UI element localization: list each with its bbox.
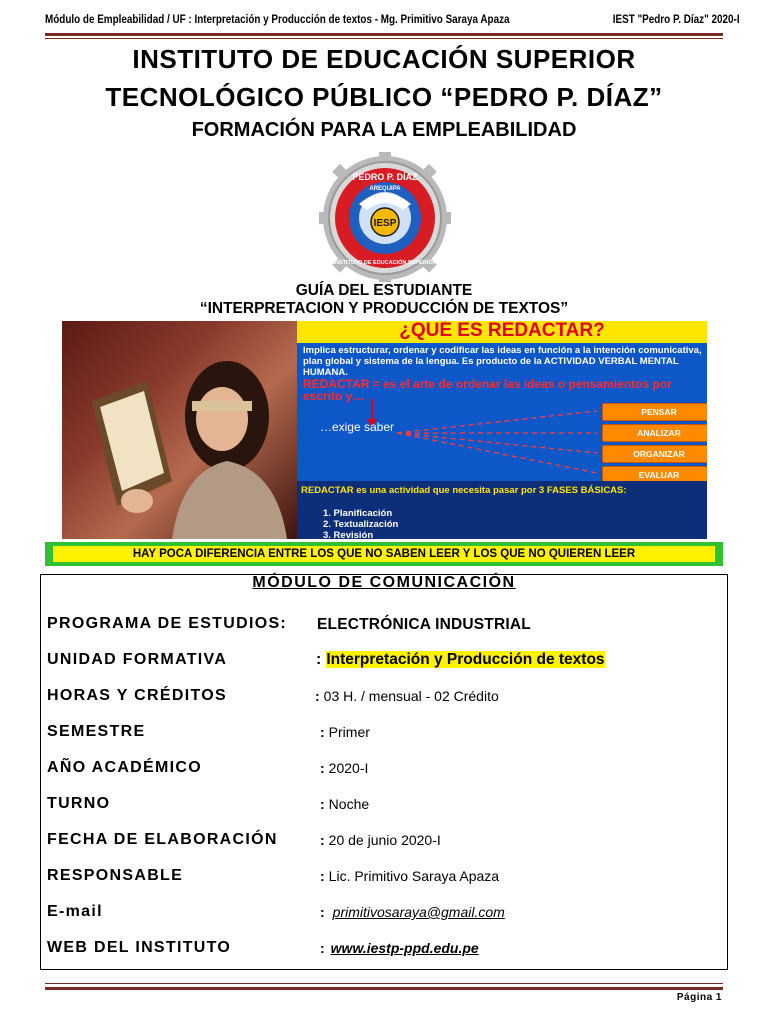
reading-woman-photo — [62, 321, 297, 539]
guide-title-line2: “INTERPRETACION Y PRODUCCIÓN DE TEXTOS” — [199, 300, 569, 317]
value-turno: : Noche — [320, 796, 370, 812]
value-semestre-text: Primer — [328, 724, 370, 740]
label-web: WEB DEL INSTITUTO — [47, 939, 232, 956]
value-anio: : 2020-I — [320, 760, 369, 776]
label-semestre: SEMESTRE — [47, 723, 146, 740]
logo-ring-text: INSTITUTO DE EDUCACIÓN SUPERIOR — [333, 260, 437, 266]
value-email: : primitivosaraya@gmail.com — [320, 904, 505, 920]
label-unidad: UNIDAD FORMATIVA — [47, 651, 228, 668]
page-number: Página 1 — [676, 992, 722, 1003]
running-header — [45, 14, 740, 34]
label-responsable: RESPONSABLE — [47, 867, 184, 884]
phases-intro: REDACTAR es una actividad que necesita pasar por 3 FASES BÁSICAS: — [301, 485, 627, 496]
value-horas-text: 03 H. / mensual - 02 Crédito — [323, 688, 499, 704]
label-horas: HORAS Y CRÉDITOS — [47, 687, 227, 704]
value-semestre: : Primer — [320, 724, 370, 740]
phase-item: 1. Planificación — [323, 508, 393, 519]
institute-title-line1: INSTITUTO DE EDUCACIÓN SUPERIOR — [132, 44, 636, 74]
value-horas: : 03 H. / mensual - 02 Crédito — [315, 688, 499, 704]
phase-item: 3. Revisión — [323, 530, 374, 539]
footer-rule-thick — [45, 987, 723, 990]
phases-box — [297, 481, 707, 539]
slogan-bar — [45, 542, 723, 566]
value-fecha-text: 20 de junio 2020-I — [328, 832, 441, 848]
exige-saber-text: …exige saber — [319, 420, 395, 434]
action-evaluar: EVALUAR — [602, 466, 707, 484]
value-fecha: : 20 de junio 2020-I — [320, 832, 441, 848]
value-unidad: : Interpretación y Producción de textos — [316, 651, 605, 668]
label-programa: PROGRAMA DE ESTUDIOS: — [47, 615, 288, 632]
redactar-panel — [297, 321, 707, 539]
action-analizar: ANALIZAR — [602, 424, 707, 442]
footer-rule-thin — [45, 983, 723, 984]
running-header-right: IEST "Pedro P. Díaz" 2020-I — [612, 14, 740, 26]
logo-center-text: IESP — [373, 218, 397, 229]
slogan-text: HAY POCA DIFERENCIA ENTRE LOS QUE NO SABEN LEER Y LOS QUE NO QUIEREN LEER — [53, 546, 715, 562]
value-turno-text: Noche — [328, 796, 370, 812]
phase-item: 2. Textualización — [323, 519, 399, 530]
logo-city-text: AREQUIPA — [369, 186, 401, 192]
running-header-left: Módulo de Empleabilidad / UF : Interpretación y Producción de textos - Mg. Primitivo Saraya Apaza — [45, 14, 510, 26]
value-web: : www.iestp-ppd.edu.pe — [320, 940, 479, 956]
guide-title-line1: GUÍA DEL ESTUDIANTE — [295, 282, 473, 299]
panel-heading: ¿QUÉ ES REDACTAR? — [399, 321, 605, 341]
value-unidad-text: Interpretación y Producción de textos — [326, 651, 605, 668]
program-title: FORMACIÓN PARA LA EMPLEABILIDAD — [191, 119, 577, 141]
institute-logo — [311, 152, 459, 282]
action-pensar: PENSAR — [602, 403, 707, 421]
email-link[interactable]: primitivosaraya@gmail.com — [332, 904, 505, 920]
label-anio: AÑO ACADÉMICO — [47, 759, 202, 776]
label-email: E-mail — [47, 903, 103, 920]
institute-title-line2: TECNOLÓGICO PÚBLICO “PEDRO P. DÍAZ” — [105, 82, 663, 112]
module-title: MÓDULO DE COMUNICACIÓN — [252, 574, 516, 591]
action-organizar: ORGANIZAR — [602, 445, 707, 463]
value-programa: ELECTRÓNICA INDUSTRIAL — [317, 616, 531, 633]
logo-top-text: PEDRO P. DÍAZ — [352, 172, 418, 182]
photo-illustration — [62, 321, 297, 539]
cover-banner — [62, 321, 707, 539]
label-turno: TURNO — [47, 795, 111, 812]
label-fecha: FECHA DE ELABORACIÓN — [47, 831, 278, 848]
value-responsable: : Lic. Primitivo Saraya Apaza — [320, 868, 500, 884]
implica-text: Implica estructurar, ordenar y codificar las ideas en función a la intención comunicativa, plan global y sistema de la lengua. Es producto de la ACTIVIDAD VERBAL MENTAL HUMANA. — [303, 345, 702, 378]
header-rule-thin — [45, 38, 723, 39]
redactar-definition-text: REDACTAR = es el arte de ordenar las ideas o pensamientos por escrito y… — [303, 377, 672, 403]
value-responsable-text: Lic. Primitivo Saraya Apaza — [328, 868, 500, 884]
website-link[interactable]: www.iestp-ppd.edu.pe — [330, 940, 479, 956]
value-anio-text: 2020-I — [328, 760, 369, 776]
header-rule-thick — [45, 33, 723, 36]
